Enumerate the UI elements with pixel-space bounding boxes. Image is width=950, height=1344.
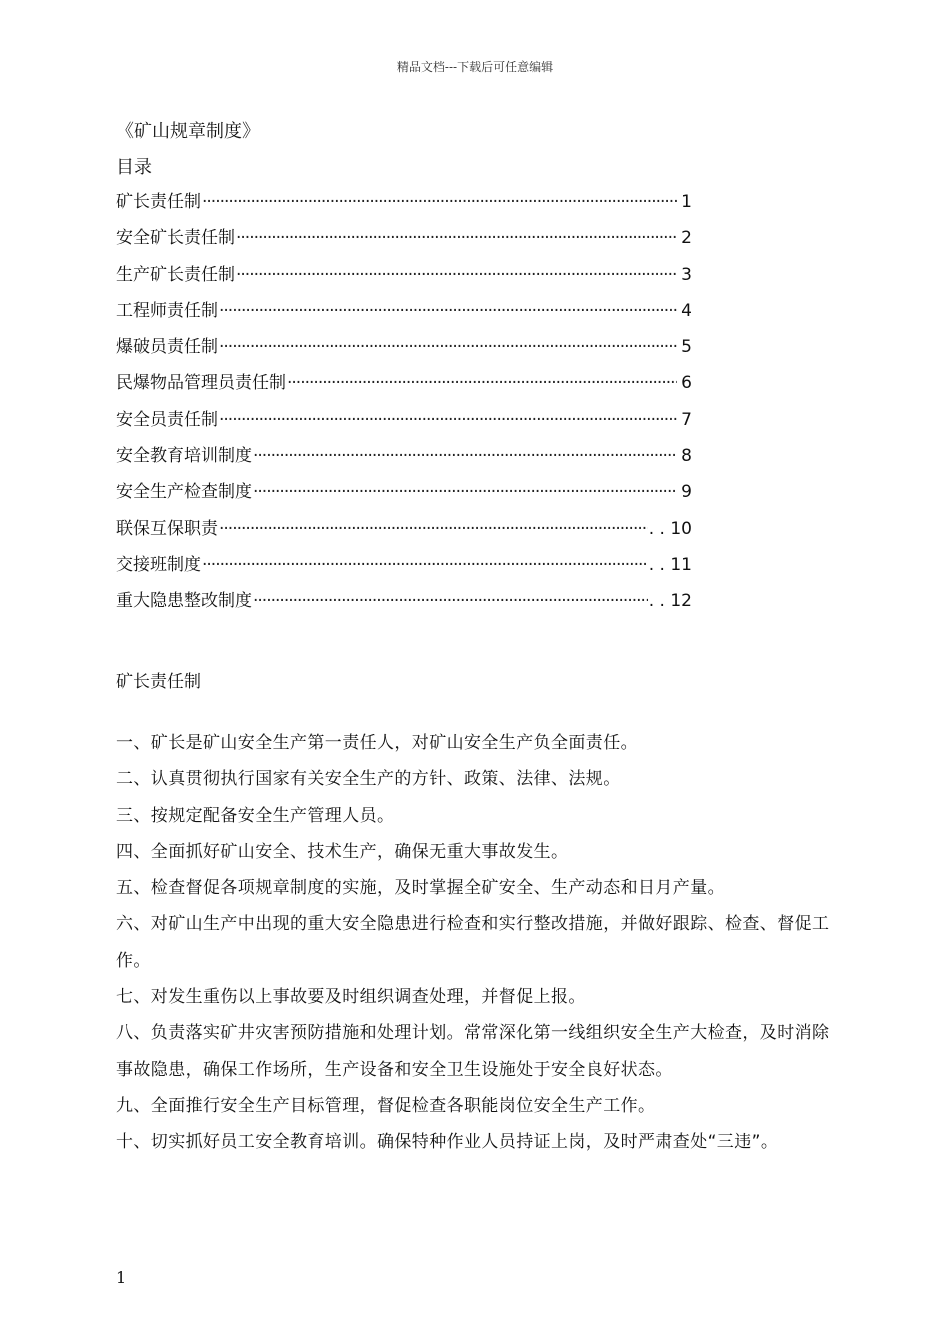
toc-entry-label: 爆破员责任制 <box>116 337 218 358</box>
page-number: 1 <box>116 1268 127 1287</box>
toc-entry[interactable] <box>116 441 692 477</box>
toc-entry-label: 重大隐患整改制度 <box>116 591 252 612</box>
toc-heading: 目录 <box>116 157 152 178</box>
toc-entry[interactable] <box>116 586 692 622</box>
toc-entry-label: 生产矿长责任制 <box>116 264 235 285</box>
toc-leader-dots <box>219 301 677 321</box>
toc-entry-page: . . 11 <box>648 554 692 575</box>
toc-entry-label: 安全生产检查制度 <box>116 482 252 503</box>
toc-entry-label: 安全矿长责任制 <box>116 228 235 249</box>
toc-entry-label: 联保互保职责 <box>116 518 218 539</box>
toc-leader-dots <box>253 591 648 611</box>
toc-entry-page: 3 <box>681 264 692 285</box>
toc-entry-page: . . 10 <box>648 518 692 539</box>
body-paragraph: 六、对矿山生产中出现的重大安全隐患进行检查和实行整改措施，并做好跟踪、检查、督促工作。 <box>116 914 830 971</box>
toc-entry-page: 1 <box>681 192 692 212</box>
header-note: 精品文档---下载后可任意编辑 <box>396 60 554 74</box>
body-paragraph: 一、矿长是矿山安全生产第一责任人，对矿山安全生产负全面责任。 <box>116 733 638 753</box>
toc-entry-label: 安全教育培训制度 <box>116 446 252 467</box>
toc-leader-dots <box>202 555 648 575</box>
toc-leader-dots <box>219 519 648 539</box>
toc-leader-dots <box>236 228 677 248</box>
section-body <box>116 725 840 1161</box>
toc-entry-label: 民爆物品管理员责任制 <box>116 373 286 394</box>
toc-leader-dots <box>219 410 677 430</box>
table-of-contents <box>116 187 692 623</box>
toc-entry-page: 8 <box>681 446 692 467</box>
toc-entry-page: 4 <box>681 300 692 321</box>
toc-entry[interactable] <box>116 405 692 441</box>
body-paragraph: 二、认真贯彻执行国家有关安全生产的方针、政策、法律、法规。 <box>116 769 621 790</box>
body-paragraph: 四、全面抓好矿山安全、技术生产，确保无重大事故发生。 <box>116 841 569 862</box>
section-heading: 矿长责任制 <box>116 672 201 692</box>
document-title: 《矿山规章制度》 <box>116 121 260 142</box>
body-paragraph: 十、切实抓好员工安全教育培训。确保特种作业人员持证上岗，及时严肃查处“三违”。 <box>116 1132 779 1153</box>
toc-entry-label: 工程师责任制 <box>116 300 218 321</box>
toc-entry-label: 矿长责任制 <box>116 192 201 212</box>
toc-entry-page: 2 <box>681 228 692 249</box>
body-paragraph: 九、全面推行安全生产目标管理，督促检查各职能岗位安全生产工作。 <box>116 1095 656 1116</box>
toc-entry[interactable] <box>116 187 692 223</box>
toc-leader-dots <box>202 192 677 212</box>
body-paragraph: 八、负责落实矿井灾害预防措施和处理计划。常常深化第一线组织安全生产大检查，及时消除事故隐患，确保工作场所，生产设备和安全卫生设施处于安全良好状态。 <box>116 1023 830 1080</box>
toc-entry[interactable] <box>116 550 692 586</box>
toc-leader-dots <box>253 446 677 466</box>
toc-entry[interactable] <box>116 477 692 513</box>
toc-entry[interactable] <box>116 223 692 259</box>
toc-entry-page: 6 <box>681 373 692 394</box>
toc-entry[interactable] <box>116 514 692 550</box>
body-paragraph: 七、对发生重伤以上事故要及时组织调查处理，并督促上报。 <box>116 987 586 1008</box>
toc-leader-dots <box>287 373 677 393</box>
toc-entry[interactable] <box>116 260 692 296</box>
toc-entry[interactable] <box>116 296 692 332</box>
toc-leader-dots <box>236 265 677 285</box>
toc-leader-dots <box>253 482 677 502</box>
toc-entry-page: . . 12 <box>648 591 692 612</box>
body-paragraph: 五、检查督促各项规章制度的实施，及时掌握全矿安全、生产动态和日月产量。 <box>116 878 725 899</box>
toc-leader-dots <box>219 337 677 357</box>
toc-entry-page: 5 <box>681 337 692 358</box>
toc-entry[interactable] <box>116 368 692 404</box>
toc-entry[interactable] <box>116 332 692 368</box>
toc-entry-label: 安全员责任制 <box>116 409 218 430</box>
toc-entry-page: 9 <box>681 482 692 503</box>
toc-entry-label: 交接班制度 <box>116 554 201 575</box>
body-paragraph: 三、按规定配备安全生产管理人员。 <box>116 805 395 826</box>
toc-entry-page: 7 <box>681 409 692 430</box>
